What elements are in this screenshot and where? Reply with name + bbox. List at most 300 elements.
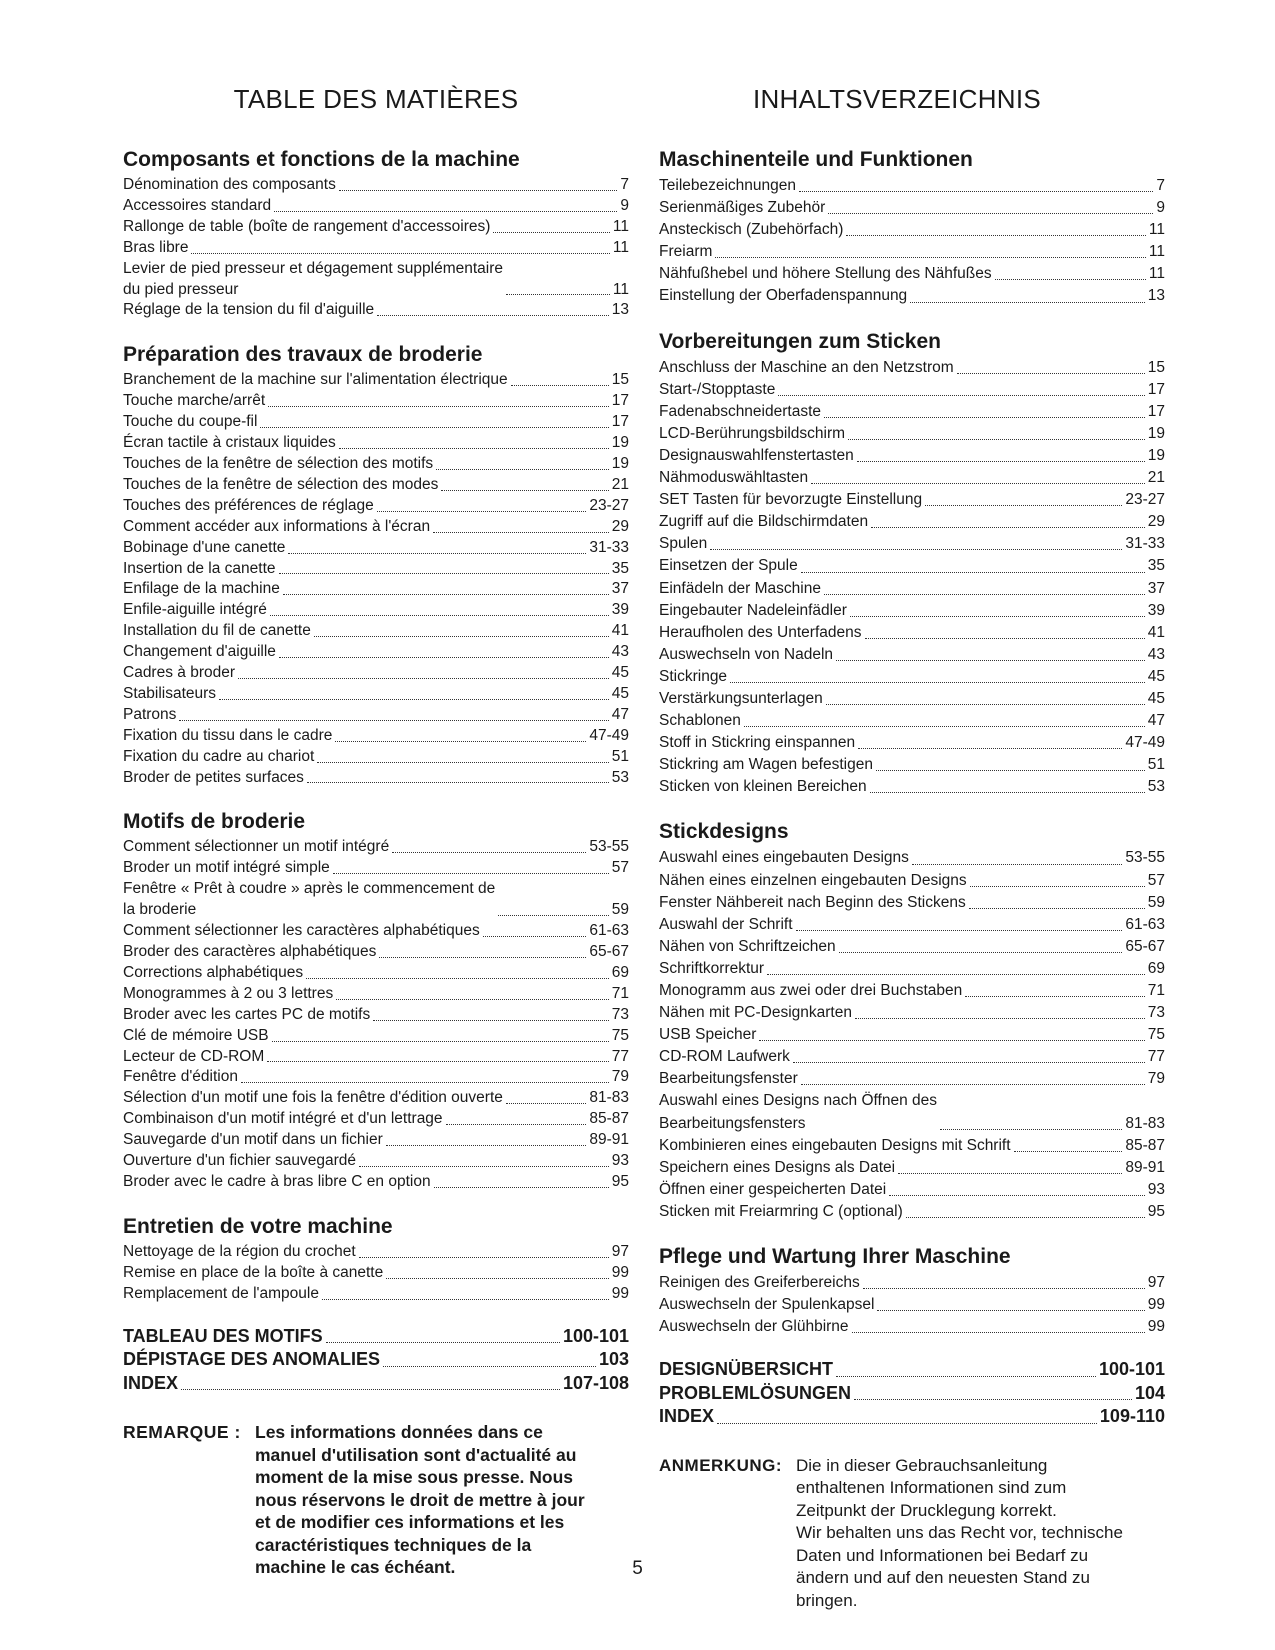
toc-entry <box>123 196 629 217</box>
dot-leader <box>506 1103 586 1104</box>
toc-entry <box>123 1130 629 1151</box>
toc-entry-label: Broder avec les cartes PC de motifs <box>123 1005 371 1023</box>
dot-leader <box>483 936 587 937</box>
remark-line: et de modifier ces informations et les <box>255 1512 565 1533</box>
remark-line: caractéristiques techniques de la <box>255 1534 532 1555</box>
toc-entry-page: 19 <box>611 454 629 472</box>
toc-entry-page: 15 <box>1147 358 1165 376</box>
section-title: Motifs de broderie <box>123 810 306 834</box>
toc-entry-label: Reinigen des Greiferbereichs <box>659 1274 860 1292</box>
french-appendix-entries <box>123 1325 629 1396</box>
toc-entry <box>123 621 629 642</box>
dot-leader <box>436 469 609 470</box>
toc-entry-page: 45 <box>611 664 629 682</box>
toc-entry-page: 61-63 <box>589 922 629 940</box>
dot-leader <box>335 741 586 742</box>
toc-entry-page: 75 <box>1147 1026 1165 1044</box>
dot-leader <box>995 279 1146 280</box>
dot-leader <box>288 553 586 554</box>
toc-entry-label-line: Levier de pied presseur et dégagement supplémentaire <box>123 259 503 277</box>
toc-entry-page: 47 <box>1147 712 1165 730</box>
dot-leader <box>336 999 609 1000</box>
toc-entry <box>659 754 1165 776</box>
toc-entry-label: Nähen mit PC-Designkarten <box>659 1004 852 1022</box>
toc-entry-label: Sticken mit Freiarmring C (optional) <box>659 1202 903 1220</box>
dot-leader <box>441 490 608 491</box>
toc-entry <box>123 1047 629 1068</box>
toc-entry-page: 23-27 <box>589 496 629 514</box>
toc-entry-page: 103 <box>598 1349 629 1370</box>
toc-entry-page: 79 <box>1147 1070 1165 1088</box>
toc-entry-label-line: du pied presseur <box>123 280 239 298</box>
toc-entry-page: 17 <box>611 392 629 410</box>
dot-leader <box>270 615 609 616</box>
toc-entry <box>123 559 629 580</box>
toc-entry <box>659 1046 1165 1068</box>
toc-entry-label: Fadenabschneidertaste <box>659 402 822 420</box>
toc-entry-page: 47-49 <box>589 726 629 744</box>
dot-leader <box>267 1061 608 1062</box>
toc-entry <box>123 684 629 705</box>
toc-entry-label: Nähen eines einzelnen eingebauten Designs <box>659 871 967 889</box>
toc-entry-label: Fenêtre d'édition <box>123 1068 238 1086</box>
toc-entry-page: 65-67 <box>589 943 629 960</box>
dot-leader <box>877 1310 1144 1311</box>
toc-entry-label: Schablonen <box>659 712 741 730</box>
toc-entry-label: DÉPISTAGE DES ANOMALIES <box>123 1349 381 1370</box>
toc-entry <box>123 600 629 621</box>
toc-entry-page: 45 <box>1147 689 1165 707</box>
dot-leader <box>828 213 1153 214</box>
toc-entry-label: Stabilisateurs <box>123 684 217 702</box>
toc-entry-page: 39 <box>1147 601 1165 619</box>
toc-entry <box>659 600 1165 622</box>
toc-entry-label: Ansteckisch (Zubehörfach) <box>659 221 844 239</box>
dot-leader <box>801 572 1145 573</box>
toc-entry-page: 45 <box>1147 667 1165 685</box>
toc-entry-label: INDEX <box>659 1406 715 1427</box>
toc-entry-label: Touches de la fenêtre de sélection des motifs <box>123 454 434 472</box>
toc-entry-label: Clé de mémoire USB <box>123 1026 269 1044</box>
dot-leader <box>839 952 1123 953</box>
dot-leader <box>940 1129 1122 1130</box>
dot-leader <box>854 1399 1132 1400</box>
toc-entry-page: 57 <box>1147 871 1165 889</box>
toc-entry-label: Comment accéder aux informations à l'écran <box>123 517 431 535</box>
toc-entry <box>123 1263 629 1284</box>
toc-entry <box>123 1109 629 1130</box>
dot-leader <box>433 532 609 533</box>
dot-leader <box>836 1376 1096 1377</box>
german-sections <box>659 146 1165 1338</box>
toc-entry <box>659 936 1165 958</box>
toc-entry <box>659 1272 1165 1294</box>
toc-entry-page: 99 <box>1147 1296 1165 1314</box>
toc-entry-page: 9 <box>1156 199 1165 217</box>
toc-entry-label: Schriftkorrektur <box>659 959 765 977</box>
dot-leader <box>359 1257 609 1258</box>
toc-entry-label: Stickringe <box>659 667 728 685</box>
dot-leader <box>511 385 609 386</box>
toc-entry-label: Cadres à broder <box>123 664 236 682</box>
toc-entry-page: 43 <box>611 643 629 661</box>
toc-entry <box>123 1325 629 1349</box>
toc-entry <box>659 1179 1165 1201</box>
dot-leader <box>801 1084 1145 1085</box>
toc-entry <box>659 1135 1165 1157</box>
toc-entry-label: PROBLEMLÖSUNGEN <box>659 1382 852 1403</box>
toc-entry-label: Sticken von kleinen Bereichen <box>659 778 867 796</box>
remark-line: bringen. <box>796 1590 858 1610</box>
toc-entry <box>123 837 629 858</box>
remark-line: manuel d'utilisation sont d'actualité au <box>255 1444 577 1465</box>
toc-entry-page: 45 <box>611 684 629 702</box>
toc-entry-page: 23-27 <box>1125 491 1165 509</box>
toc-entry-label: Einfädeln der Maschine <box>659 579 821 597</box>
toc-entry <box>659 1358 1165 1382</box>
toc-entry <box>123 1348 629 1372</box>
dot-leader <box>778 395 1144 396</box>
toc-entry-label: Ouverture d'un fichier sauvegardé <box>123 1152 357 1170</box>
toc-entry-label: SET Tasten für bevorzugte Einstellung <box>659 491 923 509</box>
toc-entry-label: Branchement de la machine sur l'alimentation électrique <box>123 371 508 389</box>
toc-entry-label: Insertion de la canette <box>123 559 276 577</box>
toc-entry <box>123 1088 629 1109</box>
toc-entry-page: 11 <box>612 280 629 298</box>
toc-entry-page: 69 <box>611 963 629 981</box>
toc-entry-page: 15 <box>611 371 629 389</box>
toc-entry-label: Sauvegarde d'un motif dans un fichier <box>123 1131 383 1149</box>
dot-leader <box>970 886 1145 887</box>
toc-entry-page: 37 <box>611 580 629 598</box>
toc-entry <box>659 285 1165 307</box>
toc-entry-page: 79 <box>611 1068 629 1086</box>
dot-leader <box>717 1423 1097 1424</box>
toc-entry <box>659 1024 1165 1046</box>
dot-leader <box>793 1062 1145 1063</box>
toc-entry-page: 13 <box>1147 287 1165 305</box>
toc-entry <box>659 732 1165 754</box>
toc-entry-label: Öffnen einer gespeicherten Datei <box>659 1180 887 1198</box>
toc-entry <box>123 921 629 942</box>
toc-entry-label: Changement d'aiguille <box>123 643 276 661</box>
dot-leader <box>799 191 1153 192</box>
toc-section <box>123 146 629 321</box>
toc-entry-page: 41 <box>611 622 629 640</box>
dot-leader <box>965 996 1144 997</box>
dot-leader <box>268 406 609 407</box>
toc-entry <box>123 879 629 921</box>
toc-entry-page: 53-55 <box>589 838 629 856</box>
toc-entry <box>123 663 629 684</box>
toc-entry-page: 59 <box>611 901 629 919</box>
dot-leader <box>373 1020 609 1021</box>
toc-entry-page: 75 <box>611 1026 629 1044</box>
toc-entry <box>659 914 1165 936</box>
toc-entry <box>123 1026 629 1047</box>
toc-entry <box>659 489 1165 511</box>
toc-entry-label: Bobinage d'une canette <box>123 538 286 556</box>
dot-leader <box>314 636 609 637</box>
toc-entry <box>123 517 629 538</box>
toc-entry <box>123 1151 629 1172</box>
toc-entry-page: 11 <box>1148 243 1165 261</box>
dot-leader <box>272 1041 609 1042</box>
toc-section <box>659 818 1165 1223</box>
toc-entry <box>659 1405 1165 1429</box>
dot-leader <box>848 439 1145 440</box>
toc-entry <box>123 433 629 454</box>
toc-entry <box>123 579 629 600</box>
dot-leader <box>317 762 608 763</box>
dot-leader <box>377 315 609 316</box>
section-title: Vorbereitungen zum Sticken <box>659 329 941 353</box>
toc-entry-label: Einstellung der Oberfadenspannung <box>659 287 908 305</box>
dot-leader <box>824 594 1145 595</box>
dot-leader <box>1014 1151 1123 1152</box>
toc-entry-label: Corrections alphabétiques <box>123 963 304 981</box>
toc-entry-label: Accessoires standard <box>123 196 272 214</box>
dot-leader <box>912 864 1122 865</box>
toc-entry-page: 53-55 <box>1125 849 1165 867</box>
dot-leader <box>260 427 608 428</box>
toc-entry-label: Broder de petites surfaces <box>123 768 304 786</box>
toc-entry <box>659 1316 1165 1338</box>
toc-entry-label-line: Fenêtre « Prêt à coudre » après le commencement de <box>123 880 496 898</box>
toc-entry-page: 7 <box>620 176 629 193</box>
toc-entry-page: 21 <box>1147 469 1165 487</box>
toc-entry <box>659 578 1165 600</box>
toc-entry-page: 57 <box>611 859 629 877</box>
dot-leader <box>191 253 609 254</box>
toc-entry-label: Touches de la fenêtre de sélection des modes <box>123 475 439 493</box>
toc-entry-page: 100-101 <box>1098 1359 1165 1380</box>
toc-entry-label: Auswechseln der Spulenkapsel <box>659 1296 875 1314</box>
toc-entry-label <box>123 259 503 301</box>
toc-entry <box>659 1068 1165 1090</box>
dot-leader <box>339 190 618 191</box>
toc-entry-page: 7 <box>1156 177 1165 194</box>
dot-leader <box>219 699 609 700</box>
remark-line: Wir behalten uns das Recht vor, technische <box>796 1523 1123 1543</box>
toc-entry-label: Combinaison d'un motif intégré et d'un lettrage <box>123 1110 443 1128</box>
toc-entry-label: Touche du coupe-fil <box>123 413 258 431</box>
dot-leader <box>179 720 608 721</box>
toc-entry-page: 95 <box>611 1172 629 1190</box>
toc-entry <box>123 1067 629 1088</box>
toc-entry-label: Nähmoduswähltasten <box>659 469 809 487</box>
toc-entry-page: 97 <box>611 1242 629 1260</box>
toc-entry <box>659 445 1165 467</box>
toc-entry-page: 17 <box>611 413 629 431</box>
toc-entry <box>123 705 629 726</box>
dot-leader <box>852 1332 1145 1333</box>
toc-entry <box>659 710 1165 732</box>
toc-entry-label: Touches des préférences de réglage <box>123 496 374 514</box>
dot-leader <box>506 294 610 295</box>
toc-entry-label: Sélection d'un motif une fois la fenêtre d'édition ouverte <box>123 1089 503 1107</box>
toc-entry <box>123 454 629 475</box>
toc-entry <box>123 1005 629 1026</box>
toc-entry-page: 100-101 <box>562 1325 629 1346</box>
german-remark <box>659 1455 1165 1613</box>
dot-leader <box>871 527 1145 528</box>
dot-leader <box>826 704 1145 705</box>
toc-entry-page: 109-110 <box>1099 1406 1165 1427</box>
toc-entry <box>659 533 1165 555</box>
dot-leader <box>715 257 1146 258</box>
toc-entry <box>123 1242 629 1263</box>
toc-entry <box>659 776 1165 798</box>
toc-section <box>659 146 1165 308</box>
toc-entry <box>123 1172 629 1193</box>
toc-entry <box>659 847 1165 869</box>
toc-entry-label: Dénomination des composants <box>123 176 336 193</box>
toc-entry-page: 11 <box>1148 265 1165 283</box>
dot-leader <box>339 448 609 449</box>
dot-leader <box>283 594 609 595</box>
french-toc-title: TABLE DES MATIÈRES <box>233 84 519 114</box>
toc-section <box>123 341 629 788</box>
toc-entry <box>659 511 1165 533</box>
remark-line: ändern und auf den neuesten Stand zu <box>796 1568 1090 1588</box>
toc-entry-label: Rallonge de table (boîte de rangement d'accessoires) <box>123 217 491 235</box>
toc-entry <box>659 1090 1165 1134</box>
toc-entry <box>123 726 629 747</box>
toc-entry-label: Monogrammes à 2 ou 3 lettres <box>123 984 334 1002</box>
toc-entry-label: Remplacement de l'ampoule <box>123 1284 319 1302</box>
toc-entry-page: 19 <box>611 434 629 452</box>
toc-entry <box>123 858 629 879</box>
german-appendix-entries <box>659 1358 1165 1429</box>
toc-entry <box>123 496 629 517</box>
toc-entry-page: 51 <box>1147 756 1165 774</box>
toc-entry <box>659 622 1165 644</box>
toc-entry-label: Nettoyage de la région du crochet <box>123 1242 356 1260</box>
remark-text <box>796 1455 1168 1613</box>
toc-entry <box>659 401 1165 423</box>
toc-entry-label: Teilebezeichnungen <box>659 177 797 194</box>
remark-text <box>255 1421 585 1579</box>
toc-entry <box>123 963 629 984</box>
toc-entry-page: 65-67 <box>1125 937 1165 955</box>
section-title: Préparation des travaux de broderie <box>123 343 483 367</box>
toc-entry-label: Patrons <box>123 705 177 723</box>
toc-entry-label: INDEX <box>123 1372 179 1393</box>
toc-entry-page: 99 <box>611 1284 629 1302</box>
toc-entry-label: TABLEAU DES MOTIFS <box>123 1325 323 1346</box>
toc-entry <box>659 892 1165 914</box>
toc-entry <box>123 747 629 768</box>
toc-entry-label: CD-ROM Laufwerk <box>659 1048 790 1066</box>
dot-leader <box>730 682 1145 683</box>
section-title: Maschinenteile und Funktionen <box>659 148 973 171</box>
toc-entry-page: 19 <box>1147 446 1165 464</box>
toc-entry-page: 35 <box>611 559 629 577</box>
toc-entry-page: 41 <box>1147 623 1165 641</box>
toc-entry-page: 99 <box>611 1263 629 1281</box>
toc-entry-page: 47 <box>611 705 629 723</box>
toc-entry <box>659 980 1165 1002</box>
section-title: Stickdesigns <box>659 820 789 844</box>
toc-entry-label: USB Speicher <box>659 1026 757 1044</box>
toc-entry-label: Fenster Nähbereit nach Beginn des Stickens <box>659 893 966 911</box>
toc-entry-page: 9 <box>620 196 629 214</box>
toc-entry-page: 93 <box>611 1152 629 1170</box>
toc-entry-label: Lecteur de CD-ROM <box>123 1047 265 1065</box>
dot-leader <box>836 660 1145 661</box>
toc-entry <box>659 688 1165 710</box>
remark-line: Les informations données dans ce <box>255 1422 543 1443</box>
toc-entry-label-line: Auswahl eines Designs nach Öffnen des <box>659 1092 938 1110</box>
toc-entry <box>123 259 629 301</box>
toc-entry <box>659 175 1165 197</box>
toc-entry-label: Freiarm <box>659 243 713 261</box>
dot-leader <box>434 1187 609 1188</box>
section-title: Composants et fonctions de la machine <box>123 148 520 171</box>
toc-entry-page: 89-91 <box>1125 1158 1165 1176</box>
toc-entry-label: Spulen <box>659 535 708 553</box>
toc-entry-page: 93 <box>1147 1180 1165 1198</box>
toc-entry-page: 81-83 <box>1125 1114 1165 1132</box>
toc-entry-page: 13 <box>611 301 629 319</box>
toc-entry <box>123 642 629 663</box>
toc-entry-page: 73 <box>1147 1004 1165 1022</box>
toc-entry-page: 19 <box>1147 424 1165 442</box>
toc-entry-page: 39 <box>611 601 629 619</box>
dot-leader <box>333 873 609 874</box>
toc-entry-label: Stickring am Wagen befestigen <box>659 756 873 774</box>
toc-entry-page: 31-33 <box>589 538 629 556</box>
dot-leader <box>386 1278 609 1279</box>
toc-entry-page: 71 <box>611 984 629 1002</box>
dot-leader <box>855 1018 1145 1019</box>
toc-entry-page: 31-33 <box>1125 535 1165 553</box>
toc-entry <box>123 538 629 559</box>
dot-leader <box>824 417 1145 418</box>
toc-entry-label: Monogramm aus zwei oder drei Buchstaben <box>659 982 963 999</box>
dot-leader <box>307 782 609 783</box>
toc-entry <box>659 644 1165 666</box>
toc-entry <box>659 1002 1165 1024</box>
dot-leader <box>969 908 1145 909</box>
toc-entry <box>123 412 629 433</box>
toc-entry-label: Enfile-aiguille intégré <box>123 601 267 619</box>
toc-section <box>123 808 629 1192</box>
toc-entry-page: 85-87 <box>1125 1136 1165 1154</box>
toc-entry-page: 11 <box>612 238 629 256</box>
toc-entry-label-line: Bearbeitungsfensters <box>659 1114 806 1132</box>
toc-entry-label: Verstärkungsunterlagen <box>659 689 823 707</box>
toc-entry <box>659 357 1165 379</box>
toc-entry-page: 37 <box>1147 579 1165 597</box>
dot-leader <box>858 748 1122 749</box>
remark-line: nous réservons le droit de mettre à jour <box>255 1489 585 1510</box>
toc-entry-label: Touche marche/arrêt <box>123 392 266 410</box>
dot-leader <box>846 235 1146 236</box>
toc-entry-label: Comment sélectionner un motif intégré <box>123 838 390 856</box>
toc-entry <box>659 467 1165 489</box>
toc-entry <box>659 197 1165 219</box>
toc-entry <box>123 217 629 238</box>
toc-entry-page: 61-63 <box>1125 915 1165 933</box>
toc-entry-label: Nähen von Schriftzeichen <box>659 937 836 955</box>
toc-entry-label: Einsetzen der Spule <box>659 557 798 575</box>
toc-entry-label: DESIGNÜBERSICHT <box>659 1359 834 1380</box>
dot-leader <box>857 461 1145 462</box>
toc-entry-page: 11 <box>612 217 629 235</box>
toc-entry-label: Enfilage de la machine <box>123 580 280 598</box>
